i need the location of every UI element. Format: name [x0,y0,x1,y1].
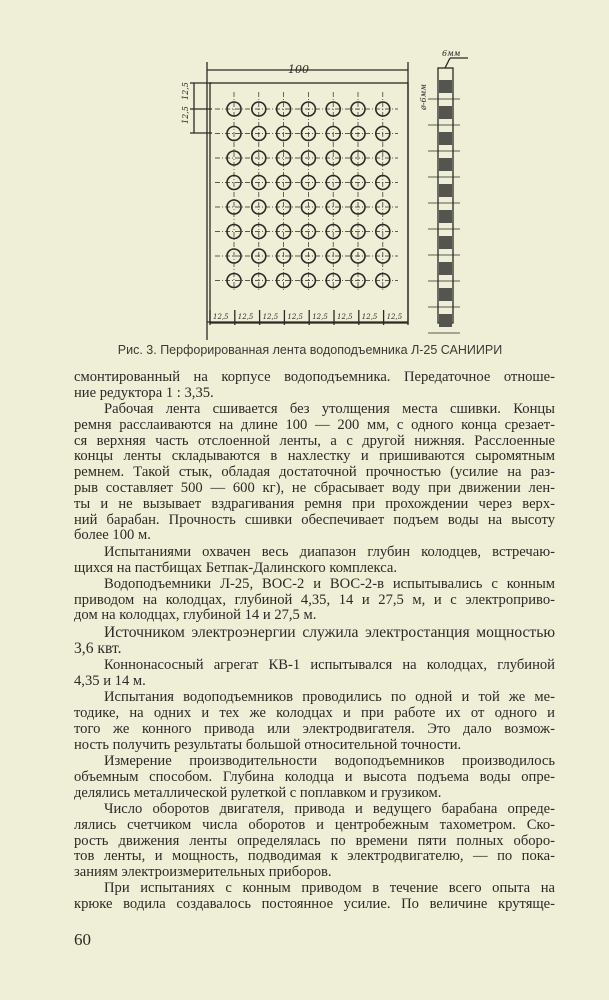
text-line: приводом на колодцах, глубиной 4,35, 14 и 27,5 м, и с электроприво- [74,591,555,608]
text-line: ся верхняя часть отслоенной ленты, а с другой нижняя. Расслоенные [74,432,555,449]
text-line: объемным способом. Глубина колодца и высота подъема воды опре- [74,768,555,785]
text-line: крюке водила создавалось постоянное усилие. По величине крутяще- [74,896,555,913]
pitch-label: 12,5 [361,313,378,321]
belt-section-hatch [439,80,452,93]
page-number: 60 [74,930,91,949]
paragraph [74,625,555,658]
text-line: заниям электроизмерительных приборов. [74,864,332,881]
text-line: ты и не вызывает вздрагивания ремня при прохождении через верх- [74,495,555,512]
text-line: Рабочая лента сшивается без утолщения места сшивки. Концы [104,401,555,418]
paragraph [74,370,555,402]
belt-section-hatch [439,314,452,327]
pitch-label: 12,5 [181,106,190,124]
pitch-label: 12,5 [386,313,403,321]
paragraph [74,402,555,544]
text-line: При испытаниях с конным приводом в течение всего опыта на [104,880,555,897]
paragraph [74,754,555,801]
perforated-belt-diagram [170,40,470,340]
pitch-label: 12,5 [337,313,353,321]
text-line: щихся на пастбищах Бетпак-Далинского комплекса. [74,559,398,576]
text-line: 3,6 квт. [74,640,122,658]
text-line: Коннонасосный агрегат КВ-1 испытывался на колодцах, глубиной [104,657,555,674]
thickness-label: 6мм [442,49,461,58]
text-line: более 100 м. [74,527,151,544]
paragraph [74,577,555,624]
belt-section-hatch [439,288,452,301]
text-line: Водоподъемники Л-25, ВОС-2 и ВОС-2-в испытывались с конным [104,575,555,592]
text-line: концы ленты складываются в нахлестку и пришиваются сыромятным [74,448,555,465]
belt-section-hatch [439,210,452,223]
paragraph [74,690,555,753]
belt-section-hatch [439,262,452,275]
text-line: делялись металлической рулеткой с поплавком и грузиком. [74,784,442,801]
text-line: ность получить результаты большой относительной точности. [74,736,462,753]
text-line: тодике, на одних и тех же колодцах и при работе их от одного и [74,705,555,722]
text-line: рость движения ленты определялась по времени пяти полных оборо- [74,832,555,849]
text-line: дом на колодцах, глубиной 14 и 27,5 м. [74,607,317,624]
text-line: тов ленты, и мощность, подводимая к электродвигателю, — по пока- [74,848,555,865]
paragraph [74,802,555,881]
text-line: Испытания водоподъемников проводились по одной и той же ме- [104,689,555,706]
text-line: ремнем. Такой стык, обладая достаточной прочностью (усилие на раз- [74,464,555,481]
hole-diameter-label: ø-6мм [419,84,428,110]
figure-caption: Рис. 3. Перфорированная лента водоподъемника Л-25 САНИИРИ [117,343,503,357]
text-line: ние редуктора 1 : 3,35. [74,384,214,401]
text-line: ний барабан. Прочность сшивки обеспечивает подъем воды на высоту [74,511,555,528]
text-line: того же конного привода или электродвигателя. Это дало возмож- [74,720,555,737]
text-line: Измерение производительности водоподъемников производилось [104,753,555,770]
belt-section-hatch [439,106,452,119]
pitch-label: 12,5 [287,313,303,321]
pitch-label: 12,5 [312,313,328,321]
pitch-label: 12,5 [262,313,279,321]
text-line: рыв составляет 500 — 600 кг), не сбрасывает воду при движении лен- [74,480,555,497]
body-text [74,370,555,914]
text-line: Испытаниями охвачен весь диапазон глубин колодцев, встречаю- [104,543,555,560]
text-line: 4,35 и 14 м. [74,673,146,690]
text-line: смонтированный на корпусе водоподъемника. Передаточное отноше- [74,369,555,385]
paragraph [74,658,555,690]
belt-section-hatch [439,184,452,197]
pitch-label: 12,5 [213,313,229,321]
text-line: ремня расслаиваются на длине 100 — 200 мм, с одного конца срезает- [74,416,555,433]
paragraph [74,545,555,577]
drawing-line [445,58,450,68]
belt-section-hatch [439,132,452,145]
paragraph [74,881,555,913]
belt-section-hatch [439,158,452,171]
text-line: Источником электроэнергии служила электростанция мощностью [104,623,555,641]
text-line: лялись счетчиком числа оборотов и центробежным тахометром. Ско- [74,816,555,833]
text-line: Число оборотов двигателя, привода и ведущего барабана опреде- [104,800,555,817]
pitch-label: 12,5 [181,82,190,100]
width-label: 100 [288,63,309,76]
pitch-label: 12,5 [237,313,254,321]
belt-section-hatch [439,236,452,249]
